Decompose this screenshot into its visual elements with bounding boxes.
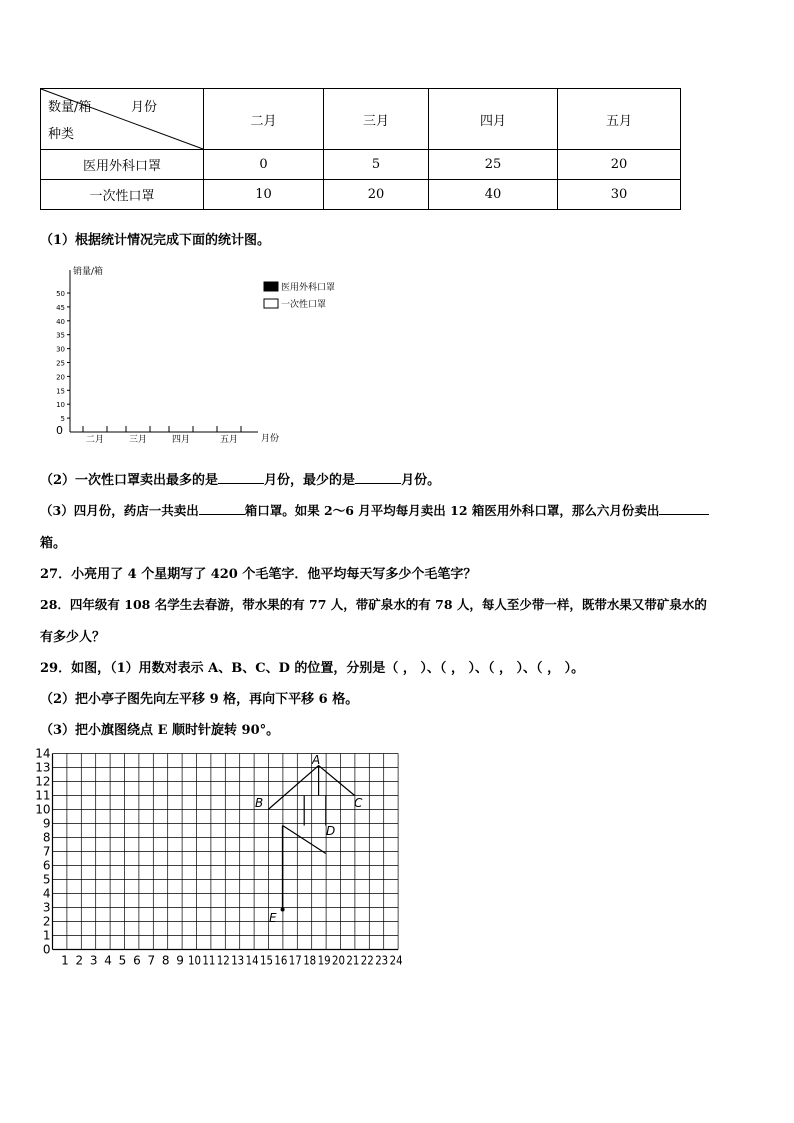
grid-y-label: 9 — [42, 816, 51, 831]
grid-x-label: 16 — [274, 953, 288, 968]
coordinate-grid — [34, 744, 410, 972]
point-label-c: C — [354, 796, 363, 810]
table-cell: 10 — [204, 180, 324, 210]
grid-x-label: 20 — [332, 953, 345, 968]
x-axis-label: 月份 — [261, 434, 280, 444]
grid-y-label: 0 — [42, 942, 51, 957]
grid-x-label: 9 — [176, 953, 184, 968]
table-cell: 0 — [204, 150, 324, 180]
question-3-end: 箱。 — [40, 536, 67, 551]
bar-chart — [50, 258, 336, 448]
row-label: 一次性口罩 — [41, 180, 204, 210]
flag-figure — [281, 826, 326, 912]
point-label-d: D — [326, 824, 336, 838]
table-cell: 40 — [429, 180, 558, 210]
grid-y-label: 6 — [42, 858, 51, 873]
y-tick-label: 10 — [56, 401, 65, 410]
grid-y-label: 4 — [42, 886, 51, 901]
grid-y-label: 8 — [42, 830, 51, 845]
y-tick-label: 45 — [56, 303, 65, 312]
grid-lines — [53, 754, 399, 950]
question-2-text: （2）一次性口罩卖出最多的是 — [40, 473, 219, 488]
grid-y-label: 1 — [42, 928, 51, 943]
grid-x-label: 21 — [346, 953, 360, 968]
grid-x-label: 6 — [133, 953, 141, 968]
table-cell: 20 — [558, 150, 681, 180]
problem-29: 29．如图，（1）用数对表示 A、B、C、D 的位置，分别是（ ， ）、（ ， ）、（ ， ）、（ ， ）。 — [40, 661, 585, 676]
problem-29-part3: （3）把小旗图绕点 E 顺时针旋转 90°。 — [40, 723, 280, 738]
corner-type-label: 种类 — [48, 127, 75, 142]
y-tick-label: 30 — [56, 345, 65, 354]
table-header-cell: 三月 — [324, 89, 429, 150]
sales-table — [40, 88, 681, 210]
point-label-a: A — [312, 753, 321, 767]
y-axis-label: 销量/箱 — [73, 267, 104, 277]
grid-x-label: 5 — [118, 953, 127, 968]
grid-y-label: 5 — [42, 872, 51, 887]
question-2-text: 月份，最少的是 — [264, 473, 356, 488]
x-category-label: 四月 — [171, 435, 191, 445]
answer-blank[interactable] — [659, 502, 709, 515]
y-tick-label: 25 — [56, 359, 65, 368]
grid-x-label: 14 — [245, 953, 259, 968]
point-label-b: B — [255, 796, 264, 810]
grid-x-label: 15 — [260, 953, 273, 968]
legend-swatch-disposable — [264, 299, 278, 308]
table-header-cell: 二月 — [204, 89, 324, 150]
grid-x-label: 3 — [89, 953, 98, 968]
table-header-cell: 五月 — [558, 89, 681, 150]
table-header-row — [41, 89, 681, 150]
answer-blank[interactable] — [218, 471, 264, 484]
row-label: 医用外科口罩 — [41, 150, 204, 180]
x-category-label: 二月 — [85, 435, 105, 445]
point-label-e: E — [269, 911, 277, 925]
problem-27: 27．小亮用了 4 个星期写了 420 个毛笔字．他平均每天写多少个毛笔字？ — [40, 567, 477, 582]
legend-label: 医用外科口罩 — [281, 283, 336, 293]
grid-x-label: 4 — [104, 953, 112, 968]
question-3-text: 箱口罩。如果 2～6 月平均每月卖出 12 箱医用外科口罩，那么六月份卖出 — [244, 503, 660, 518]
grid-x-label: 10 — [188, 953, 201, 968]
question-3-text: （3）四月份，药店一共卖出 — [40, 503, 199, 518]
grid-x-label: 13 — [231, 953, 245, 968]
corner-month-label: 月份 — [130, 100, 157, 115]
table-row — [41, 150, 681, 180]
answer-blank[interactable] — [199, 502, 245, 515]
corner-quantity-label: 数量/箱 — [48, 100, 92, 115]
y-tick-label: 20 — [56, 373, 65, 382]
table-header-cell: 四月 — [429, 89, 558, 150]
grid-x-label: 2 — [75, 953, 84, 968]
grid-x-label: 22 — [360, 953, 374, 968]
y-tick-label: 40 — [56, 317, 65, 326]
grid-y-label: 3 — [42, 900, 51, 915]
y-tick-label: 15 — [56, 387, 65, 396]
table-cell: 30 — [558, 180, 681, 210]
grid-x-label: 8 — [161, 953, 170, 968]
question-2-text: 月份。 — [401, 473, 441, 488]
y-tick-label: 5 — [60, 415, 65, 424]
question-3 — [40, 501, 709, 519]
y-tick-label: 0 — [56, 424, 63, 437]
grid-x-label: 7 — [147, 953, 156, 968]
grid-y-label: 10 — [35, 802, 51, 817]
legend-label: 一次性口罩 — [281, 300, 327, 310]
grid-y-label: 11 — [35, 788, 51, 803]
grid-y-label: 13 — [35, 760, 51, 775]
grid-x-label: 18 — [303, 953, 317, 968]
grid-x-label: 19 — [317, 953, 331, 968]
table-corner-cell — [41, 89, 204, 150]
grid-y-label: 2 — [42, 914, 51, 929]
problem-28: 28．四年级有 108 名学生去春游，带水果的有 77 人，带矿泉水的有 78 人，每人至少带一样，既带水果又带矿泉水的 — [40, 597, 707, 612]
grid-y-label: 14 — [35, 746, 51, 761]
table-cell: 20 — [324, 180, 429, 210]
table-cell: 5 — [324, 150, 429, 180]
question-2 — [40, 469, 440, 488]
answer-blank[interactable] — [355, 471, 401, 484]
legend-swatch-surgical — [264, 282, 278, 291]
grid-x-label: 24 — [389, 953, 403, 968]
grid-x-label: 11 — [202, 953, 216, 968]
grid-y-label: 7 — [42, 844, 51, 859]
grid-x-label: 12 — [216, 953, 230, 968]
problem-29-part2: （2）把小亭子图先向左平移 9 格，再向下平移 6 格。 — [40, 692, 359, 707]
x-category-label: 三月 — [128, 435, 148, 445]
flag-edge — [283, 826, 326, 854]
grid-y-label: 12 — [35, 774, 51, 789]
y-tick-label: 35 — [56, 331, 65, 340]
y-tick-label: 50 — [56, 290, 65, 298]
table-cell: 25 — [429, 150, 558, 180]
x-category-label: 五月 — [219, 435, 239, 445]
grid-x-label: 23 — [375, 953, 389, 968]
problem-28-end: 有多少人？ — [40, 630, 106, 645]
question-1: （1）根据统计情况完成下面的统计图。 — [40, 233, 271, 248]
grid-x-label: 17 — [288, 953, 302, 968]
point-e-dot — [281, 908, 285, 912]
grid-x-label: 1 — [61, 953, 69, 968]
table-row — [41, 180, 681, 210]
